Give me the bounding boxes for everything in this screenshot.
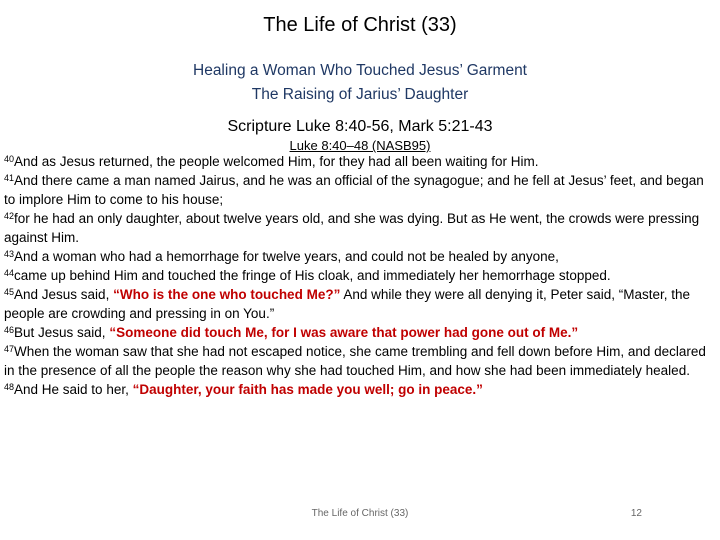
verse-46 <box>4 323 714 342</box>
verse-text: And Jesus said, <box>14 287 114 302</box>
verse-text: But Jesus said, <box>14 325 110 340</box>
verse-text-continued: And while they were all denying it, Peter said, “Master, the people are crowding and pressing in on You.” <box>4 287 691 321</box>
verse-number: 41 <box>4 173 15 183</box>
jesus-quote: “Who is the one who touched Me?” <box>113 287 341 302</box>
footer-title: The Life of Christ (33) <box>311 508 409 519</box>
verse-number: 48 <box>4 382 15 392</box>
verse-text: And He said to her, <box>14 382 133 397</box>
verse-number: 47 <box>4 344 15 354</box>
verse-43 <box>4 247 714 266</box>
slide-title: The Life of Christ (33) <box>263 14 457 36</box>
verse-number: 45 <box>4 287 15 297</box>
scripture-passage <box>4 152 714 399</box>
jesus-quote: “Daughter, your faith has made you well; go in peace.” <box>132 382 483 397</box>
verse-number: 44 <box>4 268 15 278</box>
verse-text: And there came a man named Jairus, and he was an official of the synagogue; and he fell at Jesus’ feet, and began to implore Him to come to his house; <box>4 173 704 207</box>
verse-47 <box>4 342 714 380</box>
verse-number: 46 <box>4 325 15 335</box>
page-number: 12 <box>630 508 642 519</box>
jesus-quote: “Someone did touch Me, for I was aware that power had gone out of Me.” <box>109 325 579 340</box>
verse-41 <box>4 171 714 209</box>
scripture-reference: Scripture Luke 8:40-56, Mark 5:21-43 <box>227 118 493 135</box>
verse-48 <box>4 380 714 399</box>
verse-45 <box>4 285 714 323</box>
verse-text: When the woman saw that she had not escaped notice, she came trembling and fell down before Him, and declared in the presence of all the people the reason why she had touched Him, and how she had been immediately healed. <box>4 344 706 378</box>
subtitle-raising-daughter: The Raising of Jarius’ Daughter <box>251 86 469 103</box>
verse-number: 40 <box>4 154 15 164</box>
subtitle-healing-woman: Healing a Woman Who Touched Jesus’ Garment <box>193 62 527 79</box>
verse-number: 43 <box>4 249 15 259</box>
verse-number: 42 <box>4 211 15 221</box>
verse-text: came up behind Him and touched the fringe of His cloak, and immediately her hemorrhage stopped. <box>14 268 611 283</box>
verse-text: And a woman who had a hemorrhage for twelve years, and could not be healed by anyone, <box>14 249 559 264</box>
verse-40 <box>4 152 714 171</box>
verse-text: for he had an only daughter, about twelve years old, and she was dying. But as He went, the crowds were pressing against Him. <box>4 211 700 245</box>
verse-44 <box>4 266 714 285</box>
passage-reference: Luke 8:40–48 (NASB95) <box>289 138 431 153</box>
verse-42 <box>4 209 714 247</box>
verse-text: And as Jesus returned, the people welcomed Him, for they had all been waiting for Him. <box>14 154 539 169</box>
